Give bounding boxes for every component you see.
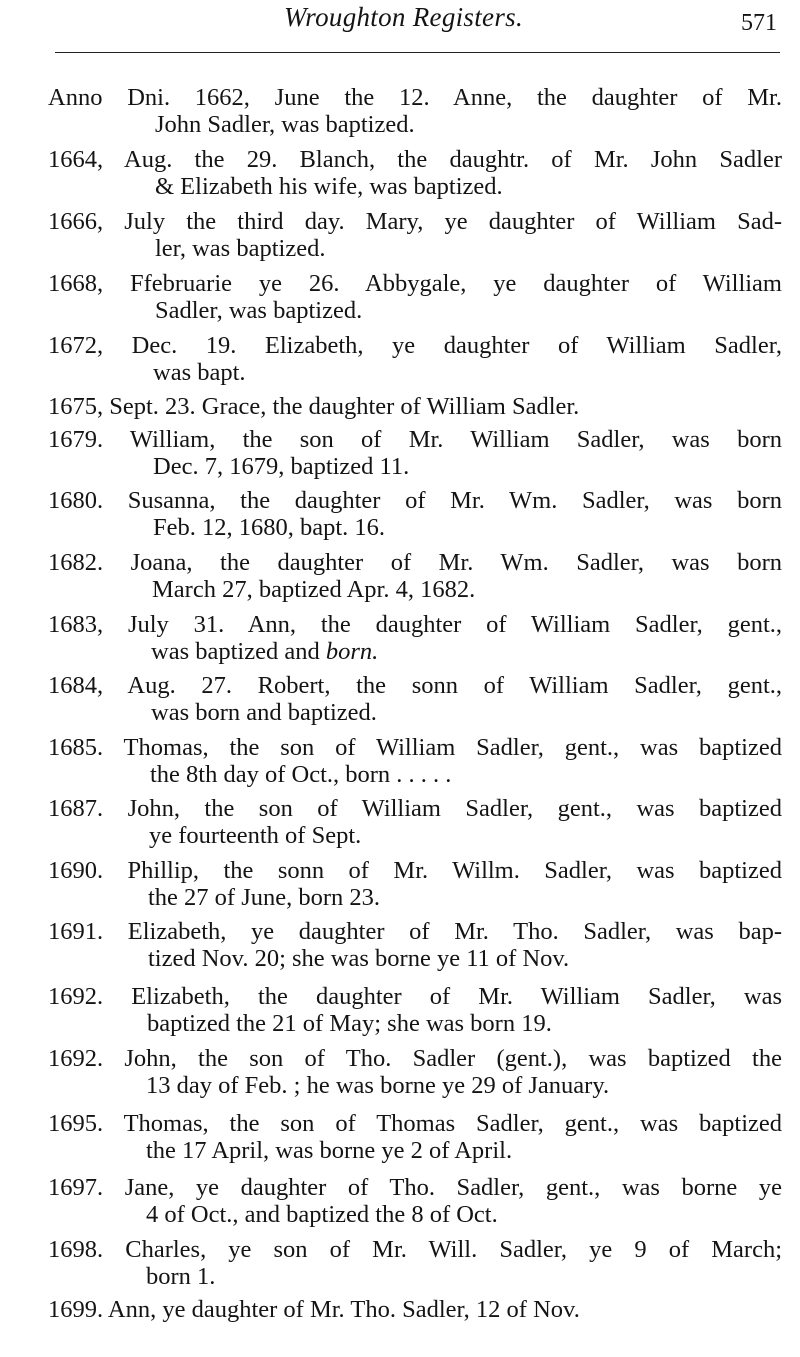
register-entry [48,487,782,541]
register-entry [48,270,782,324]
entry-first-line: 1666, July the third day. Mary, ye daughter of William Sad- [48,208,782,235]
entry-first-line: 1692. John, the son of Tho. Sadler (gent.), was baptized the [48,1045,782,1072]
register-entry [48,1296,782,1323]
register-entry [48,611,782,665]
entry-continuation-line: ler, was baptized. [155,235,326,262]
entry-first-line: 1682. Joana, the daughter of Mr. Wm. Sadler, was born [48,549,782,576]
register-entry [48,332,782,386]
entry-continuation-line: the 17 April, was borne ye 2 of April. [146,1137,513,1164]
entry-continuation-line: Dec. 7, 1679, baptized 11. [153,453,410,480]
entry-first-line: 1679. William, the son of Mr. William Sadler, was born [48,426,782,453]
entry-first-line: 1680. Susanna, the daughter of Mr. Wm. Sadler, was born [48,487,782,514]
entry-first-line: 1664, Aug. the 29. Blanch, the daughtr. of Mr. John Sadler [48,146,782,173]
entry-continuation-line: the 27 of June, born 23. [148,884,381,911]
register-entry [48,426,782,480]
entry-continuation-line: & Elizabeth his wife, was baptized. [155,173,503,200]
entry-first-line: 1695. Thomas, the son of Thomas Sadler, gent., was baptized [48,1110,782,1137]
register-entry [48,918,782,972]
entry-first-line: 1672, Dec. 19. Elizabeth, ye daughter of William Sadler, [48,332,782,359]
entry-first-line: 1675, Sept. 23. Grace, the daughter of William Sadler. [48,393,580,420]
register-entry [48,549,782,603]
entry-continuation-line: was born and baptized. [151,699,377,726]
entry-first-line: 1683, July 31. Ann, the daughter of William Sadler, gent., [48,611,782,638]
entry-continuation-line: 13 day of Feb. ; he was borne ye 29 of January. [146,1072,610,1099]
page-number: 571 [741,10,777,36]
entry-continuation-line: Feb. 12, 1680, bapt. 16. [153,514,386,541]
running-title: Wroughton Registers. [284,2,523,32]
register-entry [48,1236,782,1290]
entry-first-line: 1692. Elizabeth, the daughter of Mr. William Sadler, was [48,983,782,1010]
entry-first-line: Anno Dni. 1662, June the 12. Anne, the daughter of Mr. [48,84,782,111]
entry-first-line: 1697. Jane, ye daughter of Tho. Sadler, gent., was borne ye [48,1174,782,1201]
italic-word: born. [325,638,379,665]
register-entry [48,1110,782,1164]
entry-first-line: 1668, Ffebruarie ye 26. Abbygale, ye daughter of William [48,270,782,297]
entry-continuation-line: the 8th day of Oct., born . . . . . [150,761,452,788]
header-rule [55,52,780,53]
register-entry [48,734,782,788]
register-entry [48,146,782,200]
entry-first-line: 1691. Elizabeth, ye daughter of Mr. Tho. Sadler, was bap- [48,918,782,945]
entry-continuation-line: born 1. [146,1263,216,1290]
register-entry [48,1174,782,1228]
entry-first-line: 1698. Charles, ye son of Mr. Will. Sadler, ye 9 of March; [48,1236,782,1263]
entry-first-line: 1684, Aug. 27. Robert, the sonn of William Sadler, gent., [48,672,782,699]
entry-continuation-line: 4 of Oct., and baptized the 8 of Oct. [146,1201,498,1228]
entry-continuation-line: baptized the 21 of May; she was born 19. [147,1010,552,1037]
register-entry [48,84,782,138]
register-entry [48,857,782,911]
entry-first-line: 1699. Ann, ye daughter of Mr. Tho. Sadler, 12 of Nov. [48,1296,580,1323]
register-entry [48,393,782,420]
register-entry [48,983,782,1037]
page-header [0,0,800,60]
register-entry [48,1045,782,1099]
entry-first-line: 1690. Phillip, the sonn of Mr. Willm. Sadler, was baptized [48,857,782,884]
entry-continuation-line: was bapt. [153,359,246,386]
entry-continuation-line: John Sadler, was baptized. [155,111,415,138]
entry-continuation-line: ye fourteenth of Sept. [149,822,362,849]
entry-first-line: 1687. John, the son of William Sadler, gent., was baptized [48,795,782,822]
entry-continuation-line: March 27, baptized Apr. 4, 1682. [152,576,476,603]
register-entry [48,795,782,849]
entry-continuation-line: Sadler, was baptized. [155,297,363,324]
entry-first-line: 1685. Thomas, the son of William Sadler, gent., was baptized [48,734,782,761]
entry-continuation-line: tized Nov. 20; she was borne ye 11 of Nov. [148,945,570,972]
entry-continuation-text: was baptized and [151,638,320,665]
register-entry [48,208,782,262]
register-entry [48,672,782,726]
entry-continuation-line [48,638,782,665]
